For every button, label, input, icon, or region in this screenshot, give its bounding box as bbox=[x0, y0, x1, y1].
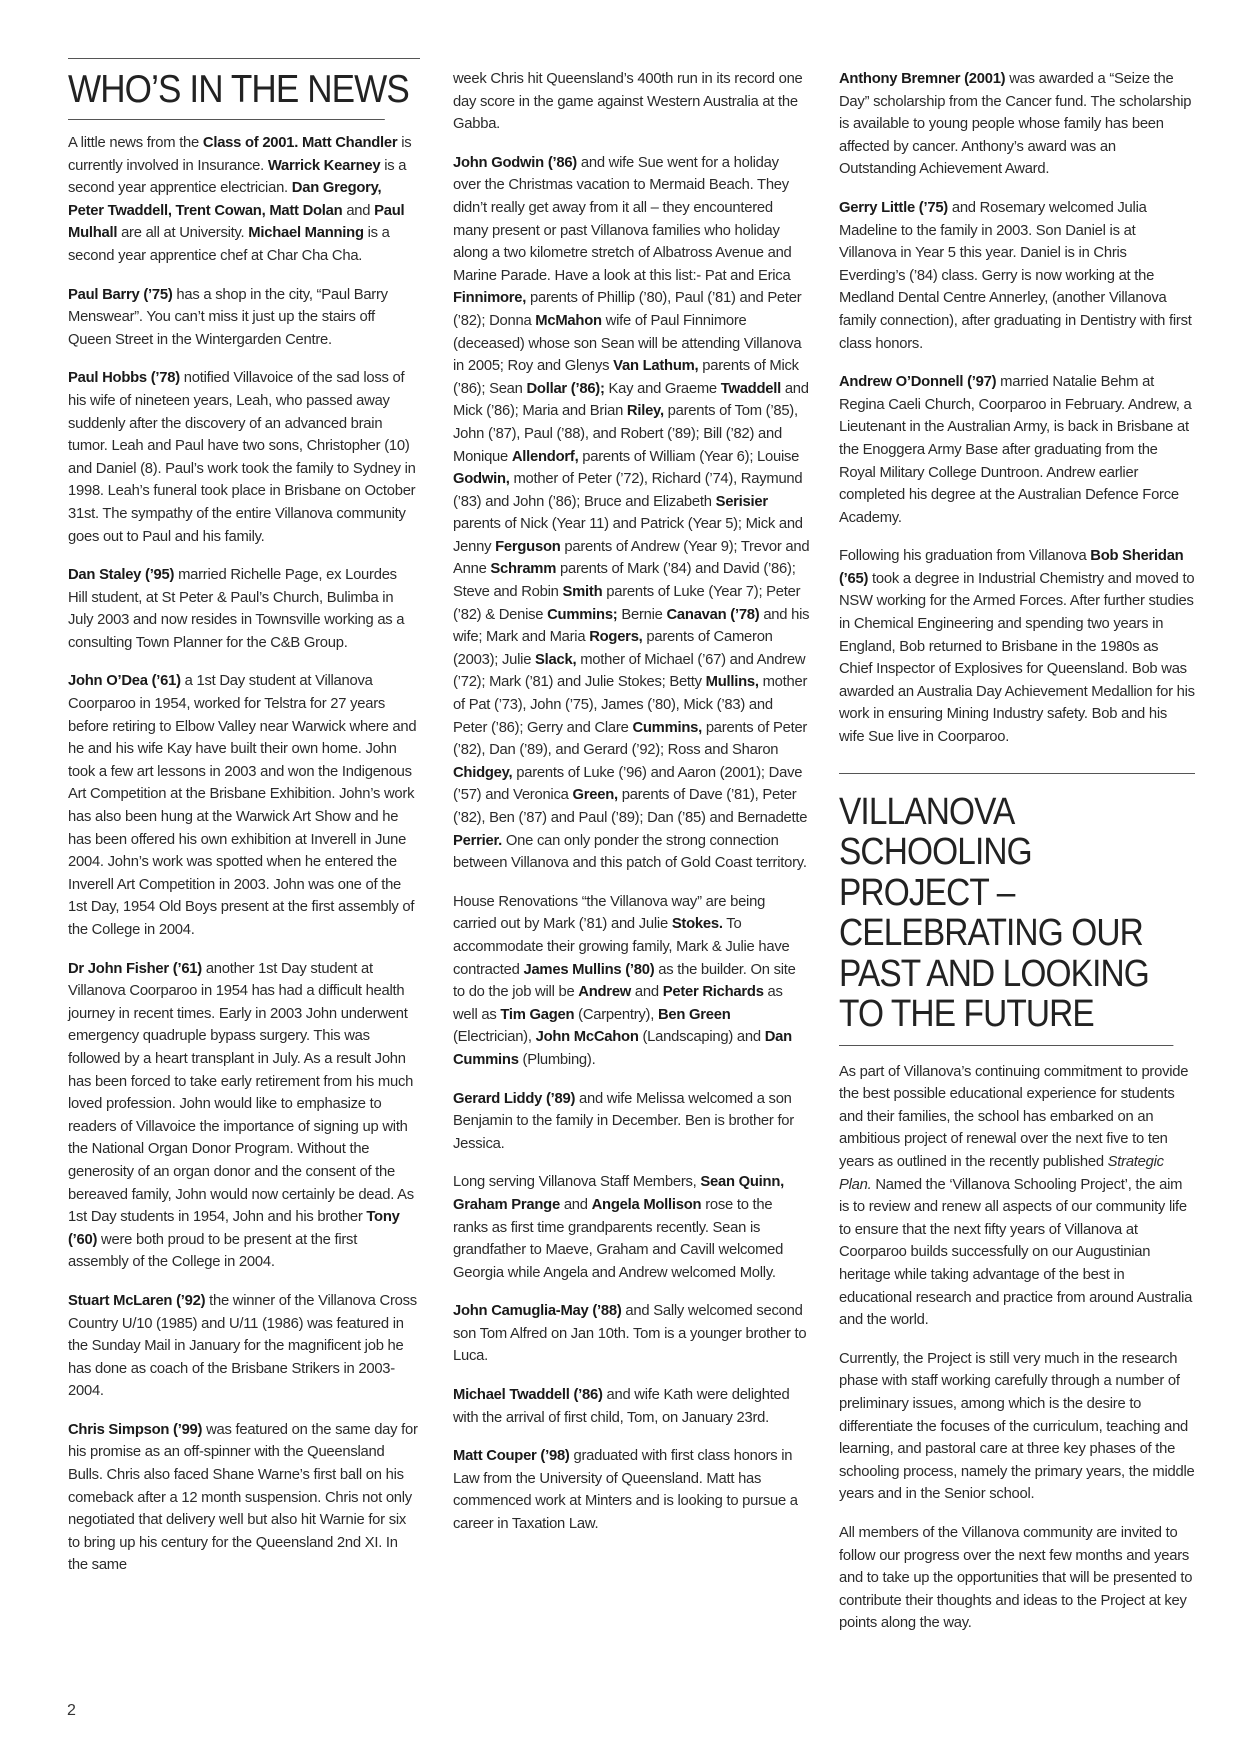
bold-name: Gerry Little (’75) bbox=[839, 199, 948, 216]
bold-name: McMahon bbox=[535, 312, 602, 329]
bold-name: Paul Barry (’75) bbox=[68, 286, 173, 303]
text-run: were both proud to be present at the first assembly of the College in 2004. bbox=[68, 1231, 358, 1271]
text-run: married Richelle Page, ex Lourdes Hill student, at St Peter & Paul’s Church, Bulimba in July 2003 and now resides in Townsville working as a consulting Town Planner for the C&B Group. bbox=[68, 567, 405, 651]
bold-name: Rogers, bbox=[589, 629, 643, 646]
text-run: are all at University. bbox=[117, 225, 249, 242]
text-run: and bbox=[342, 202, 375, 219]
text-run: All members of the Villanova community are invited to follow our progress over the next few months and years and to take up the opportunities that will be presented to contribute their thoughts and ideas to the Project at key points along the way. bbox=[839, 1524, 1193, 1632]
bold-name: Anthony Bremner (2001) bbox=[839, 71, 1006, 87]
paragraph bbox=[68, 284, 420, 352]
bold-name: Matt Chandler bbox=[301, 135, 398, 151]
text-run: Long serving Villanova Staff Members, bbox=[453, 1174, 701, 1191]
column-3-text bbox=[839, 68, 1195, 749]
paragraph bbox=[453, 891, 810, 1072]
text-run: A little news from the bbox=[68, 135, 203, 151]
text-run: Bernie bbox=[617, 606, 667, 623]
bold-name: Stuart McLaren (’92) bbox=[68, 1292, 206, 1309]
bold-name: Andrew O’Donnell (’97) bbox=[839, 374, 997, 391]
bold-name: Serisier bbox=[715, 493, 768, 510]
bold-name: Warrick Kearney bbox=[267, 157, 381, 174]
text-run: a 1st Day student at Villanova Coorparoo in 1954, worked for Telstra for 27 years before retiring to Elbow Valley near Warwick where and he and his wife Kay have built their own home. John took a few art lessons in 2003 and won the Indigenous Art Competition at the Brisbane Exhibition. John’s work has also been hung at the Warwick Art Show and he has been offered his own exhibition at Inverell in June 2004. John’s work was spotted when he entered the Inverell Art Competition in 2003. John was one of the 1st Day, 1954 Old Boys present at the first assembly of the College in 2004. bbox=[68, 673, 417, 938]
column-2-text bbox=[453, 68, 810, 1536]
paragraph bbox=[453, 1171, 810, 1284]
paragraph bbox=[68, 1290, 420, 1403]
paragraph bbox=[68, 670, 420, 941]
bold-name: Twaddell bbox=[720, 380, 781, 397]
text-run: has a shop in the city, “Paul Barry Menswear”. You can’t miss it just up the stairs off Queen Street in the Wintergarden Centre. bbox=[68, 286, 388, 348]
text-run: is a second year apprentice chef at Char Cha Cha. bbox=[68, 225, 390, 264]
text-run: (Plumbing). bbox=[518, 1051, 596, 1068]
bold-name: Andrew bbox=[578, 984, 632, 1001]
text-run: and Sally welcomed second son Tom Alfred on Jan 10th. Tom is a younger brother to Luca. bbox=[453, 1303, 807, 1365]
paragraph bbox=[453, 68, 810, 136]
column-3 bbox=[839, 68, 1195, 1651]
bold-name: Ferguson bbox=[495, 538, 561, 555]
bold-name: Green, bbox=[572, 787, 618, 804]
text-run: parents of Cameron (2003); Julie bbox=[453, 629, 773, 668]
bold-name: Mullins, bbox=[705, 674, 759, 691]
text-run: (Electrician), bbox=[453, 1029, 536, 1046]
text-run: parents of Andrew (Year 9); Trevor and Anne bbox=[453, 538, 810, 578]
bold-name: Angela Mollison bbox=[591, 1196, 702, 1213]
text-run: the winner of the Villanova Cross Country U/10 (1985) and U/11 (1986) was featured in the Sunday Mail in January for the magnificent job he has done as coach of the Brisbane Strikers in 2003-2004. bbox=[68, 1292, 417, 1400]
text-run: another 1st Day student at Villanova Coorparoo in 1954 has had a difficult health journey in recent times. Early in 2003 John underwent emergency quadruple bypass surgery. This was followed by a heart transplant in July. As a result John has been forced to take early retirement from his much loved profession. John would like to emphasize to readers of Villavoice the importance of signing up with the National Organ Donor Program. Without the generosity of an organ donor and the consent of the bereaved family, John would now certainly be dead. As 1st Day students in 1954, John and his brother bbox=[68, 960, 414, 1226]
text-run: parents of Tom (’85), John (’87), Paul (’88), and Robert (’89); Bill (’82) and Monique bbox=[453, 403, 798, 465]
bold-name: Perrier. bbox=[453, 832, 503, 849]
paragraph bbox=[68, 564, 420, 654]
bold-name: Michael Manning bbox=[248, 225, 364, 242]
text-run: was featured on the same day for his promise as an off-spinner with the Queensland Bulls. Chris also faced Shane Warne’s first ball on his comeback after a 12 month suspension. Chris not only negotiated that delivery well but also hit Warnie for six to bring up his century for the Queensland 2nd XI. In the same bbox=[68, 1421, 418, 1574]
text-run: wife of Paul Finnimore (deceased) whose son Sean will be attending Villanova in 2005; Roy and Glenys bbox=[453, 312, 802, 375]
text-run: (Landscaping) and bbox=[638, 1029, 765, 1046]
bold-name: Peter Richards bbox=[662, 984, 764, 1001]
text-run: as the builder. On site to do the job will be bbox=[453, 961, 796, 1001]
text-run: Currently, the Project is still very much in the research phase with staff working carefully through a number of preliminary issues, among which is the desire to differentiate the focuses of the curriculum, teaching and learning, and pastoral care at three key phases of the schooling process, namely the primary years, the middle years and in the Senior school. bbox=[839, 1350, 1195, 1503]
column-1 bbox=[68, 58, 420, 1593]
bold-name: Ben Green bbox=[657, 1006, 731, 1023]
bold-name: John Camuglia-May (’88) bbox=[453, 1303, 622, 1320]
text-run: parents of Dave (’81), Peter (’82), Ben (’87) and Paul (’89); Dan (’85) and Bernadette bbox=[453, 787, 808, 826]
bold-name: Paul Hobbs (’78) bbox=[68, 370, 180, 387]
bold-name: Michael Twaddell (’86) bbox=[453, 1387, 603, 1404]
text-run: parents of Luke (’96) and Aaron (2001); Dave (’57) and Veronica bbox=[453, 764, 803, 804]
text-run: parents of Luke (Year 7); Peter (’82) & Denise bbox=[453, 584, 801, 623]
text-run: and wife Melissa welcomed a son Benjamin to the family in December. Ben is brother for Jessica. bbox=[453, 1090, 794, 1152]
bold-name: Schramm bbox=[490, 561, 557, 578]
bold-name: Dr John Fisher (’61) bbox=[68, 960, 202, 977]
text-run: notified Villavoice of the sad loss of his wife of nineteen years, Leah, who passed away suddenly after the discovery of an advanced brain tumor. Leah and Paul have two sons, Christopher (10) and Daniel (8). Paul’s work took the family to Sydney in 1998. Leah’s funeral took place in Brisbane on October 31st. The sympathy of the entire Villanova community goes out to Paul and his family. bbox=[68, 370, 416, 545]
text-run: and Rosemary welcomed Julia Madeline to the family in 2003. Son Daniel is at Villanova in Year 5 this year. Daniel is in Chris Everding’s (’84) class. Gerry is now working at the Medland Dental Centre Annerley, (another Villanova family connection), after graduating in Dentistry with first class honors. bbox=[839, 199, 1192, 352]
paragraph bbox=[839, 545, 1195, 748]
bold-name: Gerard Liddy (’89) bbox=[453, 1090, 576, 1107]
paragraph bbox=[839, 1348, 1195, 1506]
text-run: and Mick (’86); Maria and Brian bbox=[453, 380, 809, 420]
paragraph bbox=[68, 958, 420, 1274]
text-run: rose to the ranks as first time grandparents recently. Sean is grandfather to Maeve, Graham and Cavill welcomed Georgia while Angela and Andrew welcomed Molly. bbox=[453, 1196, 784, 1281]
text-run: mother of Peter (’72), Richard (’74), Raymund (’83) and John (’86); Bruce and Elizabeth bbox=[453, 471, 803, 510]
bold-name: Cummins, bbox=[632, 719, 702, 736]
bold-name: James Mullins (’80) bbox=[523, 961, 655, 978]
bold-name: Dan Cummins bbox=[453, 1029, 792, 1068]
bold-name: Tony (’60) bbox=[68, 1209, 400, 1248]
text-run: was awarded a “Seize the Day” scholarship from the Cancer fund. The scholarship is available to young people whose family has been affected by cancer. Anthony’s award was an Outstanding Achievement Award. bbox=[839, 71, 1192, 178]
paragraph bbox=[453, 1445, 810, 1535]
text-run: As part of Villanova’s continuing commitment to provide the best possible educational experience for students and their families, the school has embarked on an ambitious project of renewal over the next five to ten years as outlined in the recently published bbox=[839, 1063, 1189, 1170]
text-run: week Chris hit Queensland’s 400th run in its record one day score in the game against Western Australia at the Gabba. bbox=[453, 71, 803, 133]
bold-name: John McCahon bbox=[535, 1029, 639, 1046]
bold-name: Tim Gagen bbox=[500, 1006, 575, 1023]
text-run: married Natalie Behm at Regina Caeli Church, Coorparoo in February. Andrew, a Lieutenant in the Australian Army, is back in Brisbane at the Enoggera Army Base after graduating from the Royal Military College Duntroon. Andrew earlier completed his degree at the Australian Defence Force Academy. bbox=[839, 374, 1192, 526]
paragraph bbox=[839, 1061, 1195, 1332]
bold-name: Chris Simpson (’99) bbox=[68, 1421, 203, 1438]
paragraph bbox=[453, 1384, 810, 1429]
paragraph bbox=[839, 68, 1195, 181]
text-run: Named the ‘Villanova Schooling Project’, the aim is to review and renew all aspects of our community life to ensure that the next fifty years of Villanova at Coorparoo builds successfully on our Augustinian heritage while taking advantage of the best in educational research and practice from around Australia and the world. bbox=[839, 1176, 1193, 1329]
text-run: and bbox=[559, 1196, 592, 1213]
text-run: (Carpentry), bbox=[574, 1006, 658, 1023]
text-run: parents of Nick (Year 11) and Patrick (Year 5); Mick and Jenny bbox=[453, 516, 803, 555]
news-heading: WHO’S IN THE NEWS bbox=[68, 59, 385, 120]
bold-name: Class of 2001. bbox=[202, 135, 299, 151]
text-run: parents of Mark (’84) and David (’86); Steve and Robin bbox=[453, 561, 796, 601]
text-run: To accommodate their growing family, Mark & Julie have contracted bbox=[453, 916, 790, 978]
paragraph bbox=[68, 367, 420, 548]
bold-name: Cummins; bbox=[547, 606, 618, 623]
bold-name: Sean Quinn, Graham Prange bbox=[453, 1174, 784, 1213]
paragraph bbox=[839, 371, 1195, 529]
italic-title: Strategic Plan. bbox=[839, 1154, 1164, 1193]
text-run: One can only ponder the strong connection between Villanova and this patch of Gold Coast territory. bbox=[453, 832, 807, 872]
paragraph bbox=[68, 1419, 420, 1577]
bold-name: Matt Couper (’98) bbox=[453, 1448, 570, 1465]
column-2 bbox=[453, 68, 810, 1552]
bold-name: Godwin, bbox=[453, 471, 510, 488]
text-run: Kay and Graeme bbox=[604, 380, 721, 397]
bold-name: Dan Gregory, Peter Twaddell, Trent Cowan, Matt Dolan bbox=[68, 180, 382, 219]
bold-name: Canavan (’78) bbox=[666, 606, 760, 623]
text-run: took a degree in Industrial Chemistry and moved to NSW working for the Armed Forces. After further studies in Chemical Engineering and spending two years in England, Bob returned to Brisbane in the 1980s as Chief Inspector of Explosives for Queensland. Bob was awarded an Australia Day Achievement Medallion for his work in ensuring Mining Industry safety. Bob and his wife Sue live in Coorparoo. bbox=[839, 570, 1195, 746]
bold-name: Slack, bbox=[535, 651, 577, 668]
text-run: is a second year apprentice electrician. bbox=[68, 157, 407, 197]
paragraph bbox=[453, 1300, 810, 1368]
text-run: mother of Michael (’67) and Andrew (’72); Mark (’81) and Julie Stokes; Betty bbox=[453, 651, 806, 691]
text-run: and bbox=[631, 984, 663, 1001]
text-run: is currently involved in Insurance. bbox=[68, 135, 412, 174]
project-heading: VILLANOVA SCHOOLING PROJECT – CELEBRATING OUR PAST AND LOOKING TO THE FUTURE bbox=[839, 774, 1173, 1046]
bold-name: Smith bbox=[562, 584, 603, 601]
text-run: and wife Sue went for a holiday over the Christmas vacation to Mermaid Beach. They didn’t really get away from it all – they encountered many present or past Villanova families who holiday along a two kilometre stretch of Albatross Avenue and Marine Parade. Have a look at this list:- Pat and Erica bbox=[453, 154, 792, 284]
text-run: and his wife; Mark and Maria bbox=[453, 606, 810, 646]
paragraph bbox=[839, 197, 1195, 355]
bold-name: Allendorf, bbox=[511, 448, 579, 465]
text-run: parents of Mick (’86); Sean bbox=[453, 358, 799, 397]
bold-name: Van Lathum, bbox=[613, 358, 699, 375]
text-run: graduated with first class honors in Law from the University of Queensland. Matt has commenced work at Minters and is looking to pursue a career in Taxation Law. bbox=[453, 1448, 798, 1533]
bold-name: Stokes. bbox=[671, 916, 723, 933]
text-run: Following his graduation from Villanova bbox=[839, 548, 1091, 565]
text-run: House Renovations “the Villanova way” are being carried out by Mark (’81) and Julie bbox=[453, 893, 766, 933]
bold-name: Dollar (’86); bbox=[526, 380, 605, 397]
bold-name: Bob Sheridan (’65) bbox=[839, 548, 1184, 587]
bold-name: Paul Mulhall bbox=[68, 202, 405, 242]
text-run: mother of Pat (’73), John (’75), James (’80), Mick (’83) and Peter (’86); Gerry and Clare bbox=[453, 674, 808, 736]
bold-name: John O’Dea (’61) bbox=[68, 673, 181, 690]
bold-name: John Godwin (’86) bbox=[453, 154, 577, 171]
text-run: parents of William (Year 6); Louise bbox=[578, 448, 800, 465]
bold-name: Dan Staley (’95) bbox=[68, 567, 175, 584]
text-run: as well as bbox=[453, 984, 783, 1023]
paragraph bbox=[453, 152, 810, 875]
bold-name: Chidgey, bbox=[453, 764, 513, 781]
page-number: 2 bbox=[67, 1702, 76, 1719]
text-run: and wife Kath were delighted with the arrival of first child, Tom, on January 23rd. bbox=[453, 1387, 790, 1426]
column-1-text bbox=[68, 132, 420, 1577]
project-text bbox=[839, 1061, 1195, 1635]
paragraph bbox=[68, 132, 420, 268]
bold-name: Riley, bbox=[626, 403, 664, 420]
paragraph bbox=[453, 1088, 810, 1156]
bold-name: Finnimore, bbox=[453, 290, 527, 307]
text-run: parents of Phillip (’80), Paul (’81) and Peter (’82); Donna bbox=[453, 290, 802, 329]
text-run: parents of Peter (’82), Dan (’89), and Gerard (’92); Ross and Sharon bbox=[453, 719, 808, 759]
paragraph bbox=[839, 1522, 1195, 1635]
